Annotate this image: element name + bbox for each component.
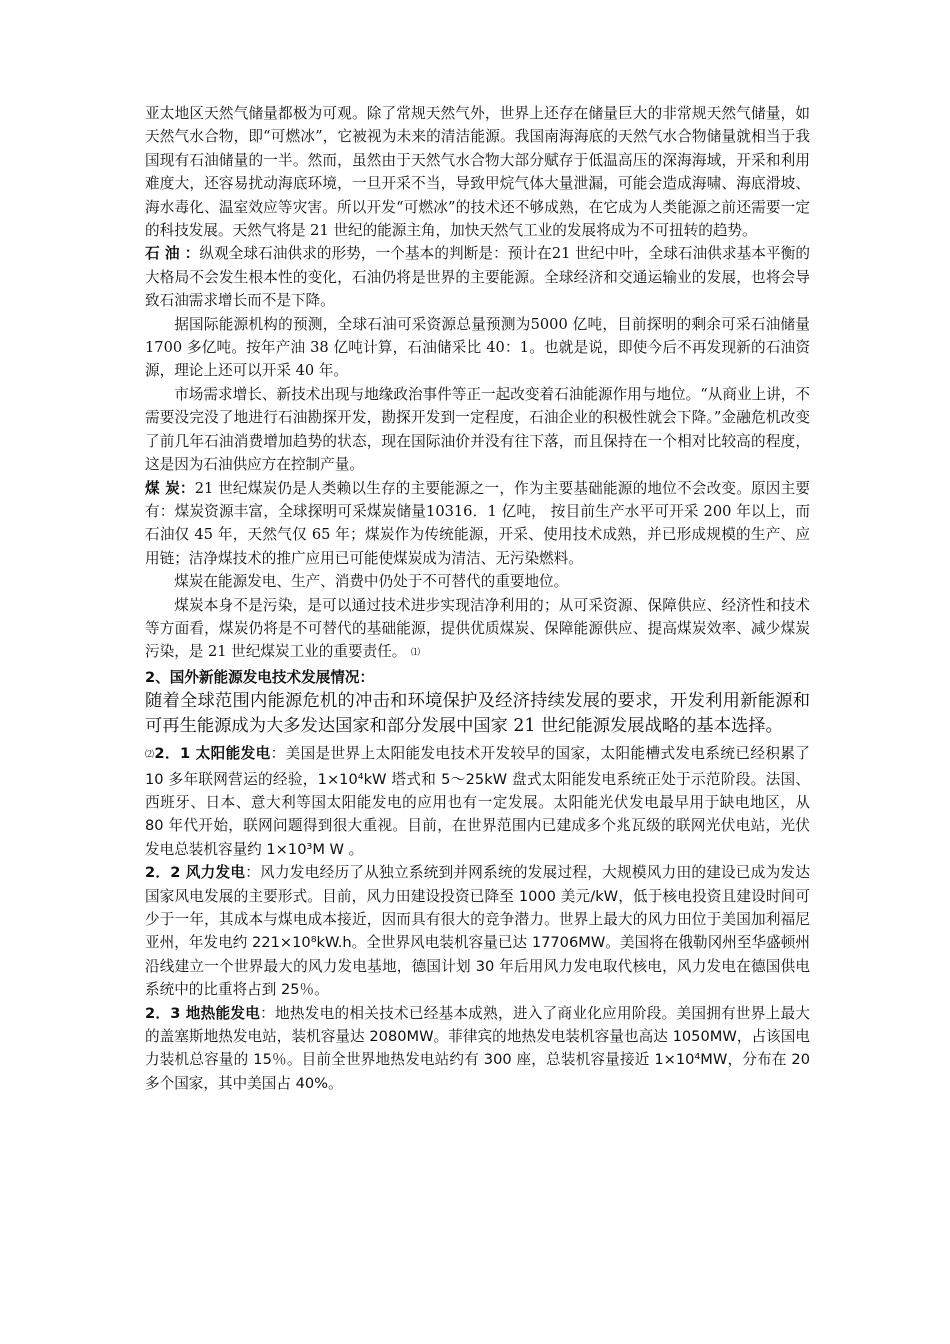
coal-clean-paragraph <box>145 594 810 666</box>
geothermal-paragraph <box>145 1002 810 1096</box>
coal-clean-text: 煤炭本身不是污染，是可以通过技术进步实现洁净利用的；从可采资源、保障供应、经济性和技术等方面看，煤炭仍将是不可替代的基础能源，提供优质煤炭、保障能源供应、提高煤炭效率、减少煤炭污染，是 21 世纪煤炭工业的重要责任。 <box>145 596 810 661</box>
coal-status-paragraph: 煤炭在能源发电、生产、消费中仍处于不可替代的重要地位。 <box>174 573 569 591</box>
section-2-heading: 2、国外新能源发电技术发展情况： <box>145 668 375 686</box>
solar-text: ：美国是世界上太阳能发电技术开发较早的国家，太阳能槽式发电系统已经积累了 10 多年联网营运的经验，1×10⁴kW 塔式和 5～25kW 盘式太阳能发电系统正处于示范阶段。法国、西班牙、日本、意大利等国太阳能发电的应用也有一定发展。太阳能光伏发电最早用于缺电地区，从 80 年代开始，联网问题得到很大重视。目前，在世界范围内已建成多个兆瓦级的联网光伏电站，光伏发电总装机容量约 1×10³M W 。 <box>145 745 810 858</box>
citation-1: ⑴ <box>411 648 421 659</box>
gas-paragraph: 亚太地区天然气储量都极为可观。除了常规天然气外，世界上还存在储量巨大的非常规天然气储量，如天然气水合物，即“可燃冰”，它被视为未来的清洁能源。我国南海海底的天然气水合物储量就相当于我国现有石油储量的一半。然而，虽然由于天然气水合物大部分赋存于低温高压的深海海域，开采和利用难度大，还容易扰动海底环境，一旦开采不当，导致甲烷气体大量泄漏，可能会造成海啸、海底滑坡、海水毒化、温室效应等灾害。所以开发“可燃冰”的技术还不够成熟，在它成为人类能源之前还需要一定的科技发展。天然气将是 21 世纪的能源主角，加快天然气工业的发展将成为不可扭转的趋势。 <box>145 105 810 240</box>
oil-forecast-paragraph: 据国际能源机构的预测，全球石油可采资源总量预测为5000 亿吨，目前探明的剩余可采石油储量1700 多亿吨。按年产油 38 亿吨计算，石油储采比 40：1。也就是说，即使今后不再发现新的石油资源，理论上还可以开采 40 年。 <box>145 315 810 380</box>
geothermal-text: ：地热发电的相关技术已经基本成熟，进入了商业化应用阶段。美国拥有世界上最大的盖塞斯地热发电站，装机容量达 2080MW。菲律宾的地热发电装机容量也高达 1050MW，占该国电力装机总容量的 15％。目前全世界地热发电站约有 300 座，总装机容量接近 1×10⁴MW，分布在 20 多个国家，其中美国占 40%。 <box>145 1004 810 1092</box>
coal-text: 21 世纪煤炭仍是人类赖以生存的主要能源之一，作为主要基础能源的地位不会改变。原因主要有：煤炭资源丰富，全球探明可采煤炭储量10316．1 亿吨， 按目前生产水平可开采 200 年以上，而石油仅 45 年，天然气仅 65 年；煤炭作为传统能源，开采、使用技术成熟，并已形成规模的生产、应用链；洁净煤技术的推广应用已可能使煤炭成为清洁、无污染燃料。 <box>145 479 810 567</box>
oil-paragraph <box>145 242 810 312</box>
solar-paragraph <box>145 742 810 861</box>
solar-lead: 2．1 太阳能发电 <box>154 745 271 763</box>
coal-lead: 煤 炭： <box>145 479 195 497</box>
wind-text: ：风力发电经历了从独立系统到并网系统的发展过程，大规模风力田的建设已成为发达国家风电发展的主要形式。目前，风力田建设投资已降至 1000 美元/kW，低于核电投资且建设时间可少于一年，其成本与煤电成本接近，因而具有很大的竞争潜力。世界上最大的风力田位于美国加利福尼亚州，年发电约 221×10⁸kW.h。全世界风电装机容量已达 17706MW。美国将在俄勒冈州至华盛顿州沿线建立一个世界最大的风力发电基地，德国计划 30 年后用风力发电取代核电，风力发电在德国供电系统中的比重将占到 25％。 <box>145 864 810 999</box>
wind-paragraph <box>145 861 810 1001</box>
oil-lead: 石 油 ： <box>145 245 200 263</box>
document-body <box>145 102 810 1095</box>
oil-text: 纵观全球石油供求的形势，一个基本的判断是：预计在21 世纪中叶，全球石油供求基本平衡的大格局不会发生根本性的变化，石油仍将是世界的主要能源。全球经济和交通运输业的发展，也将会导致石油需求增长而不是下降。 <box>145 245 810 310</box>
section-2-intro: 随着全球范围内能源危机的冲击和环境保护及经济持续发展的要求，开发利用新能源和可再生能源成为大多发达国家和部分发展中国家 21 世纪能源发展战略的基本选择。 <box>145 691 810 736</box>
coal-paragraph <box>145 477 810 571</box>
wind-lead: 2．2 风力发电 <box>145 864 246 882</box>
oil-market-paragraph: 市场需求增长、新技术出现与地缘政治事件等正一起改变着石油能源作用与地位。“从商业上讲，不需要没完没了地进行石油勘探开发，勘探开发到一定程度，石油企业的积极性就会下降。”金融危机改变了前几年石油消费增加趋势的状态，现在国际油价并没有往下落，而且保持在一个相对比较高的程度，这是因为石油供应方在控制产量。 <box>145 385 810 474</box>
citation-2: ⑵ <box>145 750 155 761</box>
geothermal-lead: 2．3 地热能发电 <box>145 1004 261 1022</box>
